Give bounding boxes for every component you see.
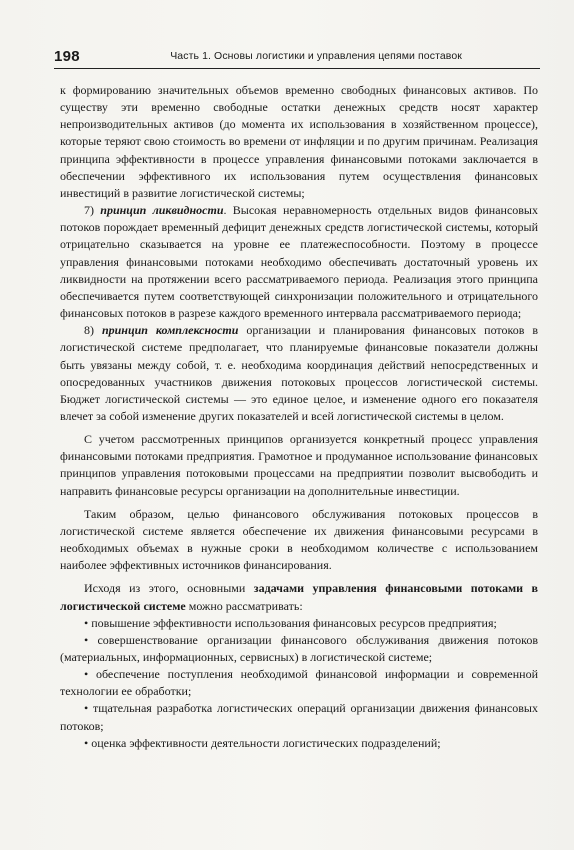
- list-number: 8): [84, 323, 102, 338]
- paragraph-principles-summary: С учетом рассмотренных принципов организуется конкретный процесс управления финансовыми потоками предприятия. Грамотное и продуманное использование финансовых принципов управления потоковыми процессами на предприятии позволит высвободить и направить финансовые ресурсы организации на дополнительные инвестиции.: [60, 432, 538, 498]
- body-text: [60, 82, 538, 752]
- paragraph-continuation: к формированию значительных объемов временно свободных финансовых активов. По существу эти временно свободные остатки денежных средств носят характер непроизводительных активов (до момента их использования в хозяйственном процессе), которые теряют свою стоимость во времени от инфляции и по другим причинам. Реализация принципа эффективности в процессе управления финансовыми потоками заключается в обеспечении эффективного их использования путем осуществления финансовых инвестиций в развитие логистической системы;: [60, 83, 538, 200]
- list-item: • оценка эффективности деятельности логистических подразделений;: [84, 735, 441, 750]
- list-number: 7): [84, 203, 101, 218]
- page-header: [54, 44, 540, 69]
- list-item: • тщательная разработка логистических операций организации движения финансовых потоков;: [60, 701, 538, 733]
- principle-text: . Высокая неравномерность отдельных видов финансовых потоков порождает временный дефицит денежных средств логистической системы, который отрицательно сказывается на уровне ее платежеспособности. Поэтому в процессе управления финансовыми потоками необходимо обеспечивать достаточный уровень их ликвидности на протяжении всего рассматриваемого периода. Реализация этого принципа обеспечивается путем соответствующей синхронизации положительного и отрицательного финансовых потоков в разрезе каждого временного интервала рассматриваемого периода;: [60, 203, 538, 321]
- paragraph-goal: Таким образом, целью финансового обслуживания потоковых процессов в логистической системе является обеспечение их движения финансовыми ресурсами в необходимых объемах в нужные сроки в необходимом количестве с использованием наиболее эффективных источников финансирования.: [60, 506, 538, 573]
- paragraph-principle-8: [60, 322, 538, 425]
- page-number: 198: [54, 48, 80, 65]
- principle-term: принцип ликвидности: [100, 203, 224, 218]
- paragraph-tasks-intro: [60, 580, 538, 614]
- list-item: • совершенствование организации финансового обслуживания движения потоков (материальных, информационных, сервисных) в логистической системе;: [60, 632, 538, 664]
- list-item: • обеспечение поступления необходимой финансовой информации и современной технологии ее обработки;: [60, 667, 538, 699]
- list-item: • повышение эффективности использования финансовых ресурсов предприятия;: [84, 615, 497, 630]
- running-head: Часть 1. Основы логистики и управления цепями поставок: [170, 50, 462, 62]
- tasks-tail: можно рассматривать:: [185, 598, 303, 613]
- tasks-term: задачами управления финансовыми потоками в логистической системе: [60, 581, 538, 613]
- principle-term: принцип комплексности: [101, 323, 239, 338]
- tasks-lead: Исходя из этого, основными: [84, 581, 254, 596]
- principle-text: организации и планирования финансовых потоков в логистической системе предполагает, что планируемые финансовые показатели должны быть увязаны между собой, т. е. необходима координация действий непосредственных и опосредованных участников движения потоковых процессов логистической системы. Бюджет логистической системы — это единое целое, и изменение одного его показателя влечет за собой изменение других показателей и всей логистической системы в целом.: [60, 323, 538, 423]
- paragraph-principle-7: [60, 202, 538, 322]
